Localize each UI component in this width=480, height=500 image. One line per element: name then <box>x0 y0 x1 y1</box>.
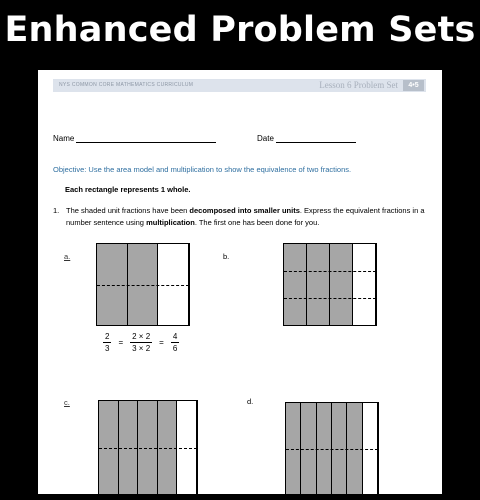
objective-text: Objective: Use the area model and multiplication to show the equivalence of two fractions. <box>53 165 352 174</box>
name-line <box>76 142 216 143</box>
lesson-title: Lesson 6 Problem Set <box>319 80 398 90</box>
date-label: Date <box>257 134 274 143</box>
item-label-c: c. <box>64 398 70 407</box>
dashed-partition-line <box>284 271 376 272</box>
problem-1 <box>53 205 433 229</box>
lesson-badge: 4•5 <box>403 80 424 91</box>
area-model-c <box>98 400 198 494</box>
fraction-2-3: $\frac{2}{3}$ <box>105 331 110 353</box>
name-label: Name <box>53 134 75 143</box>
worksheet-header <box>53 79 426 92</box>
shaded-column <box>307 244 330 325</box>
area-model-a <box>96 243 190 326</box>
item-label-a: a. <box>64 252 71 261</box>
area-model-b <box>283 243 377 326</box>
banner-title: Enhanced Problem Sets <box>4 10 476 50</box>
equals-sign: = <box>159 337 164 347</box>
fraction-4-6: $\frac{4}{6}$ <box>172 331 178 353</box>
dashed-partition-line <box>97 285 189 286</box>
shaded-column <box>330 244 353 325</box>
banner <box>0 0 480 60</box>
worksheet-page <box>38 70 442 494</box>
equals-sign: = <box>118 337 124 347</box>
area-model-d <box>285 402 379 494</box>
dashed-partition-line <box>286 449 378 450</box>
item-label-d: d. <box>247 397 254 406</box>
shaded-column <box>284 244 307 325</box>
item-label-b: b. <box>223 252 230 261</box>
instruction-text: Each rectangle represents 1 whole. <box>65 185 191 194</box>
fraction-product: $\frac{2 \times 2}{3 \times 2}$ <box>132 331 151 353</box>
unshaded-column <box>353 244 376 325</box>
problem-text: The shaded unit fractions have been decomposed into smaller units. Express the equivalent fractions in a number sentence using multiplication. The first one has been done for you. <box>66 206 425 227</box>
dashed-partition-line <box>284 298 376 299</box>
dashed-partition-line <box>99 448 197 449</box>
equation-a <box>100 327 182 357</box>
problem-number: 1. <box>53 206 60 215</box>
date-line <box>276 142 356 143</box>
curriculum-label: NYS COMMON CORE MATHEMATICS CURRICULUM <box>59 82 194 88</box>
